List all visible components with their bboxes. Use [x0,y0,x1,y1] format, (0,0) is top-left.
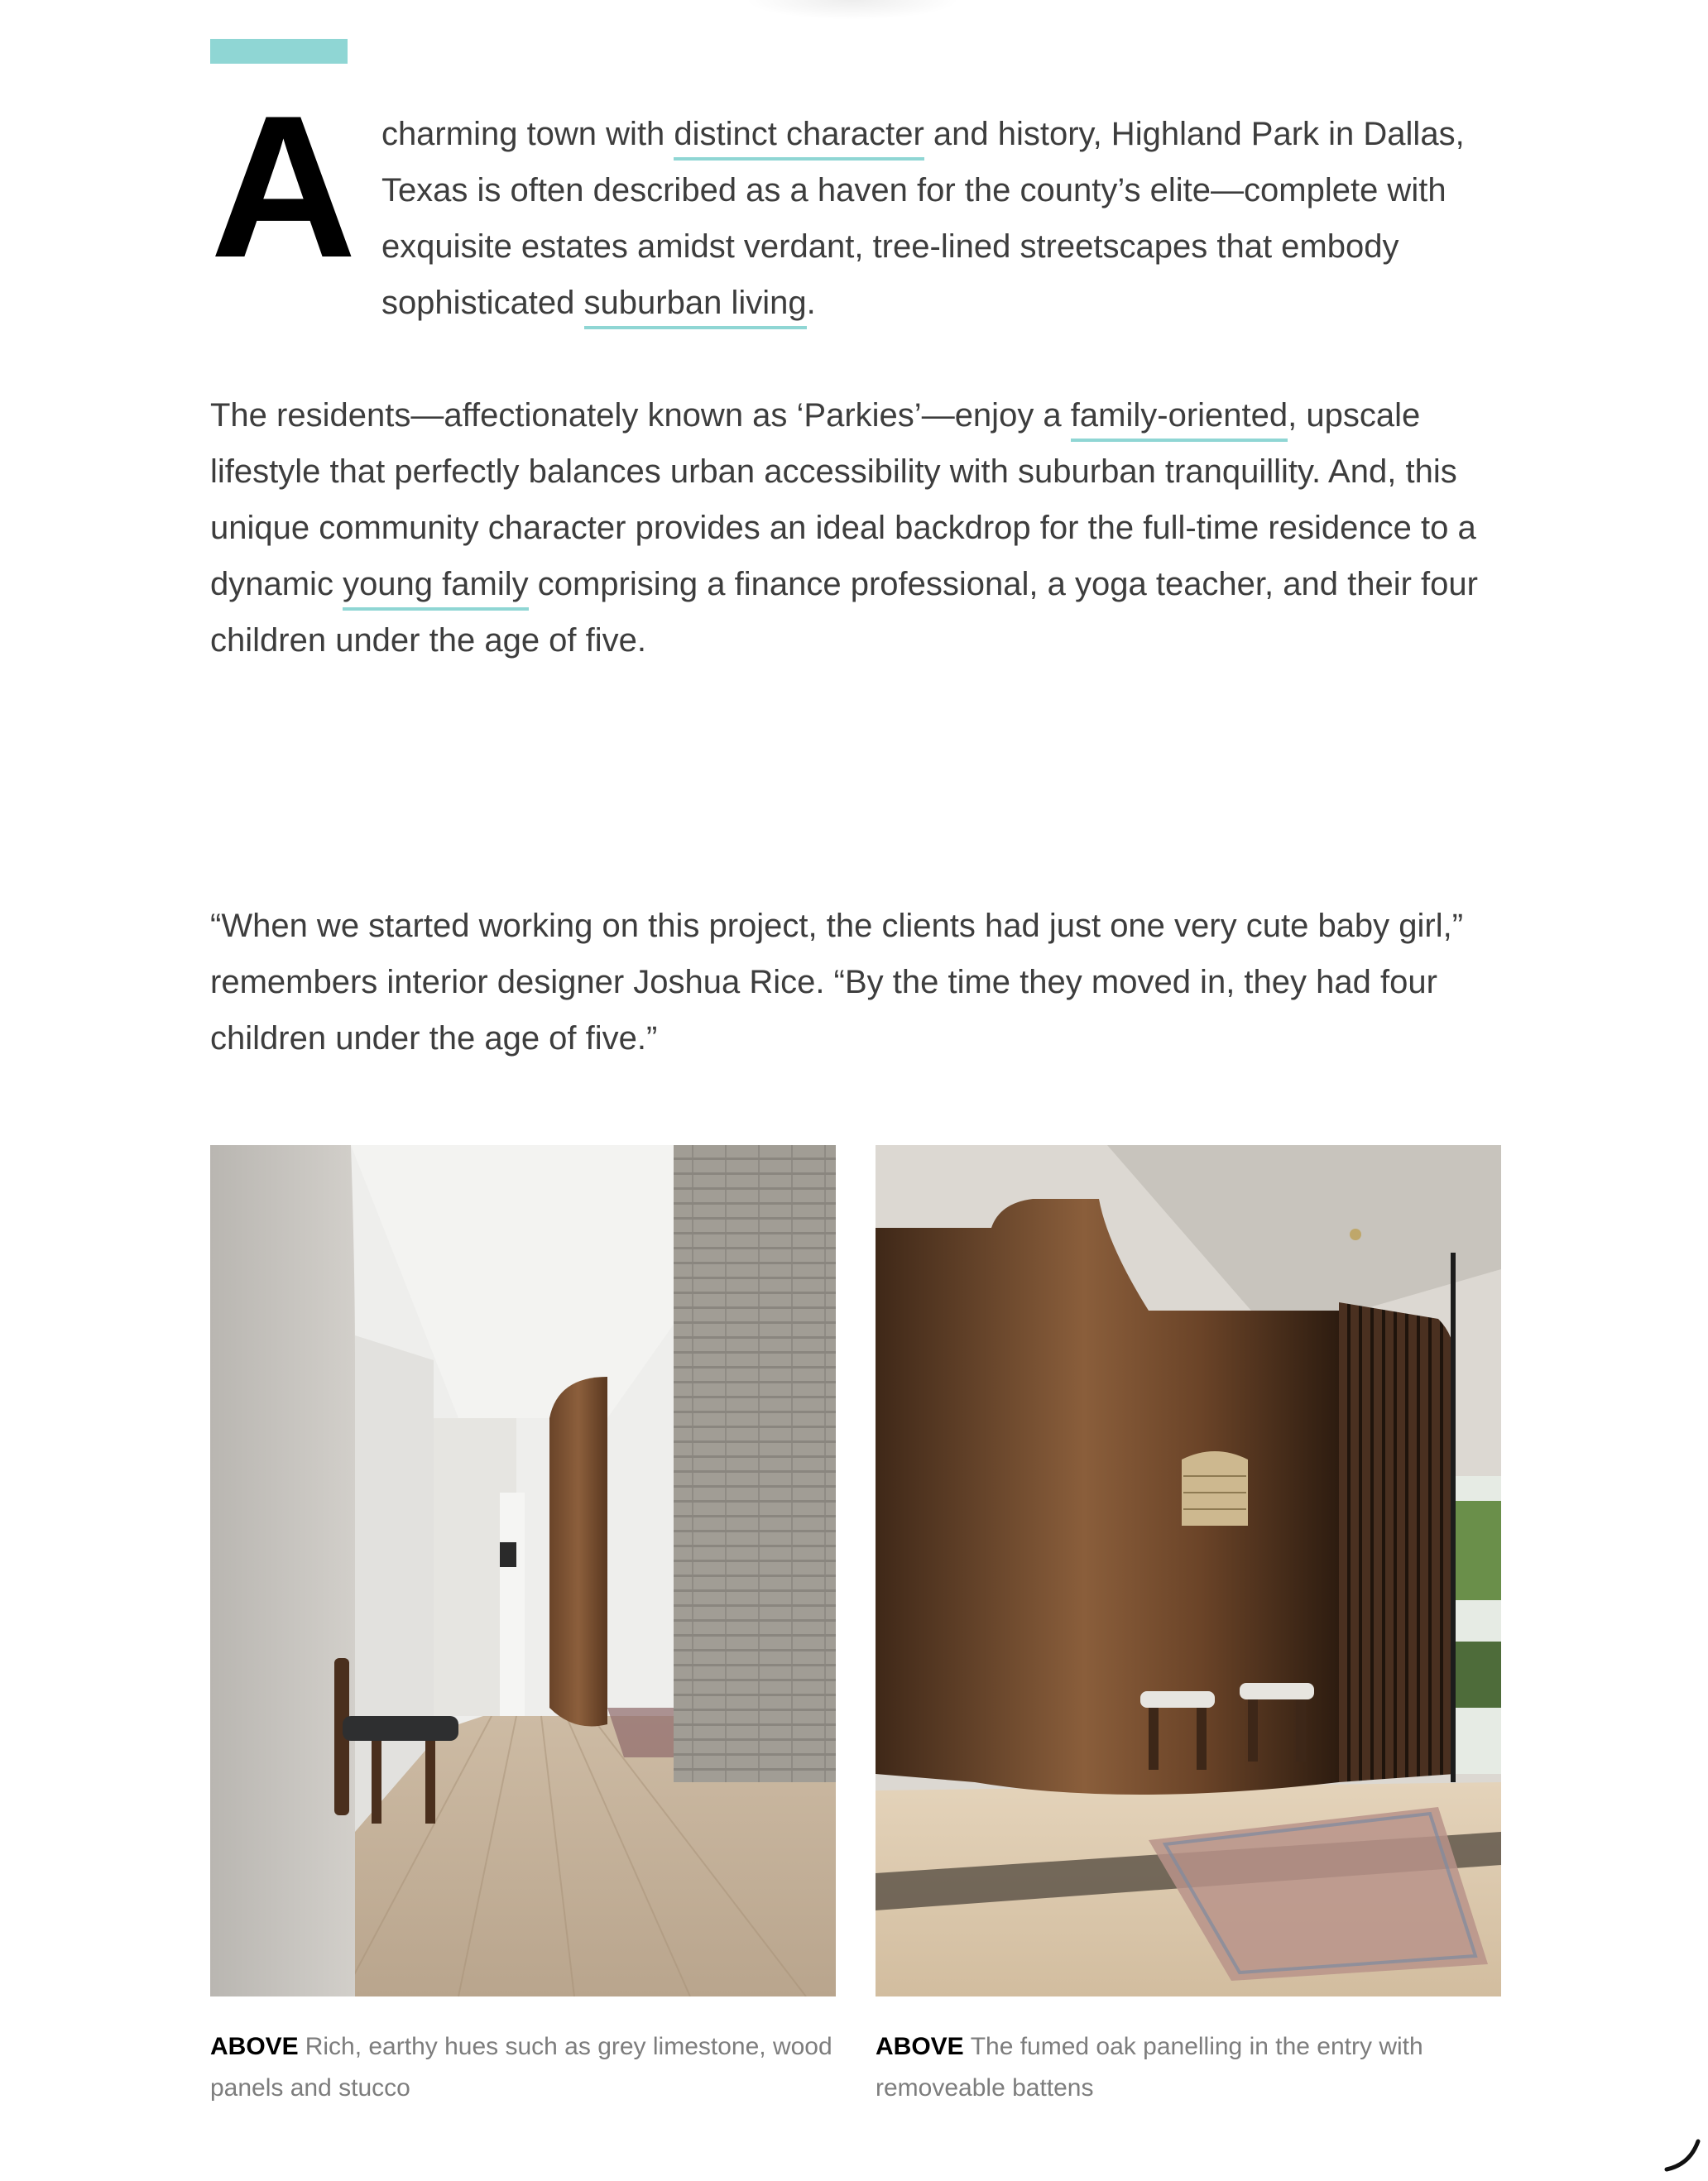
quote-paragraph: “When we started working on this project, the clients had just one very cute baby girl,” remembers interior designer Joshua Rice. “By the time they moved in, they had four children under the age of five.” [210,908,1464,1057]
figure-entry [876,1145,1501,2109]
entry-photo [876,1145,1501,1996]
accent-bar [210,39,348,64]
intro-text-1: charming town with [381,116,674,152]
caption-text: The fumed oak panelling in the entry with removeable battens [876,2033,1423,2102]
hallway-photo [210,1145,836,1996]
link-family-oriented[interactable]: family-oriented [1071,397,1288,442]
para2-text-end: comprising a finance professional, a yoga teacher, and their four children under the age of five. [210,566,1478,659]
caption-entry [876,2026,1501,2109]
link-distinct-character[interactable]: distinct character [674,116,924,161]
top-shadow [745,0,960,20]
figure-hallway [210,1145,836,2109]
intro-text-2: and history, Highland Park in Dallas, Texas is often described as a haven for the county’s elite—complete with exquisite estates amidst verdant, tree-lined streetscapes that embody sophisticated [381,116,1465,321]
intro-paragraph [210,73,1501,331]
page-curl-icon[interactable] [1660,2135,1701,2176]
para2-text-2: , upscale lifestyle that perfectly balances urban accessibility with suburban tranquillity. And, this unique community character provides an ideal backdrop for the full-time residence to a dynamic [210,397,1476,602]
caption-label: ABOVE [210,2033,299,2060]
link-young-family[interactable]: young family [343,566,529,611]
para2-text-1: The residents—affectionately known as ‘Parkies’—enjoy a [210,397,1071,434]
caption-hallway [210,2026,836,2109]
caption-text: Rich, earthy hues such as grey limestone, wood panels and stucco [210,2033,832,2102]
residents-paragraph [210,387,1501,669]
caption-label: ABOVE [876,2033,964,2060]
intro-text-end: . [806,285,816,321]
drop-cap: A [210,73,357,300]
link-suburban-living[interactable]: suburban living [584,285,807,329]
